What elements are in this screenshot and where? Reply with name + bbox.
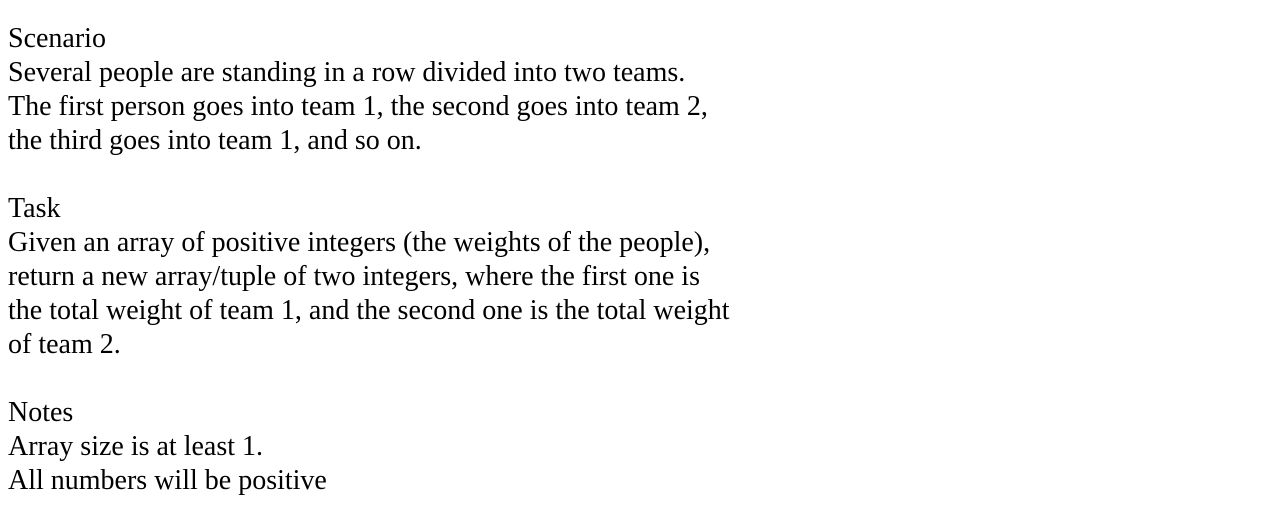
task-line: the total weight of team 1, and the second one is the total weight (8, 295, 730, 326)
section-spacer (8, 362, 730, 396)
notes-line: All numbers will be positive (8, 465, 327, 496)
notes-section (8, 396, 730, 498)
scenario-line: The first person goes into team 1, the second goes into team 2, (8, 91, 708, 122)
problem-description (8, 22, 730, 498)
scenario-line: Several people are standing in a row divided into two teams. (8, 57, 686, 88)
scenario-line: the third goes into team 1, and so on. (8, 125, 422, 156)
task-heading: Task (8, 193, 61, 224)
notes-line: Array size is at least 1. (8, 431, 264, 462)
task-section (8, 192, 730, 362)
section-spacer (8, 158, 730, 192)
task-line: of team 2. (8, 329, 121, 360)
scenario-heading: Scenario (8, 23, 106, 54)
task-line: return a new array/tuple of two integers, where the first one is (8, 261, 700, 292)
notes-heading: Notes (8, 397, 74, 428)
task-line: Given an array of positive integers (the weights of the people), (8, 227, 711, 258)
scenario-section (8, 22, 730, 158)
